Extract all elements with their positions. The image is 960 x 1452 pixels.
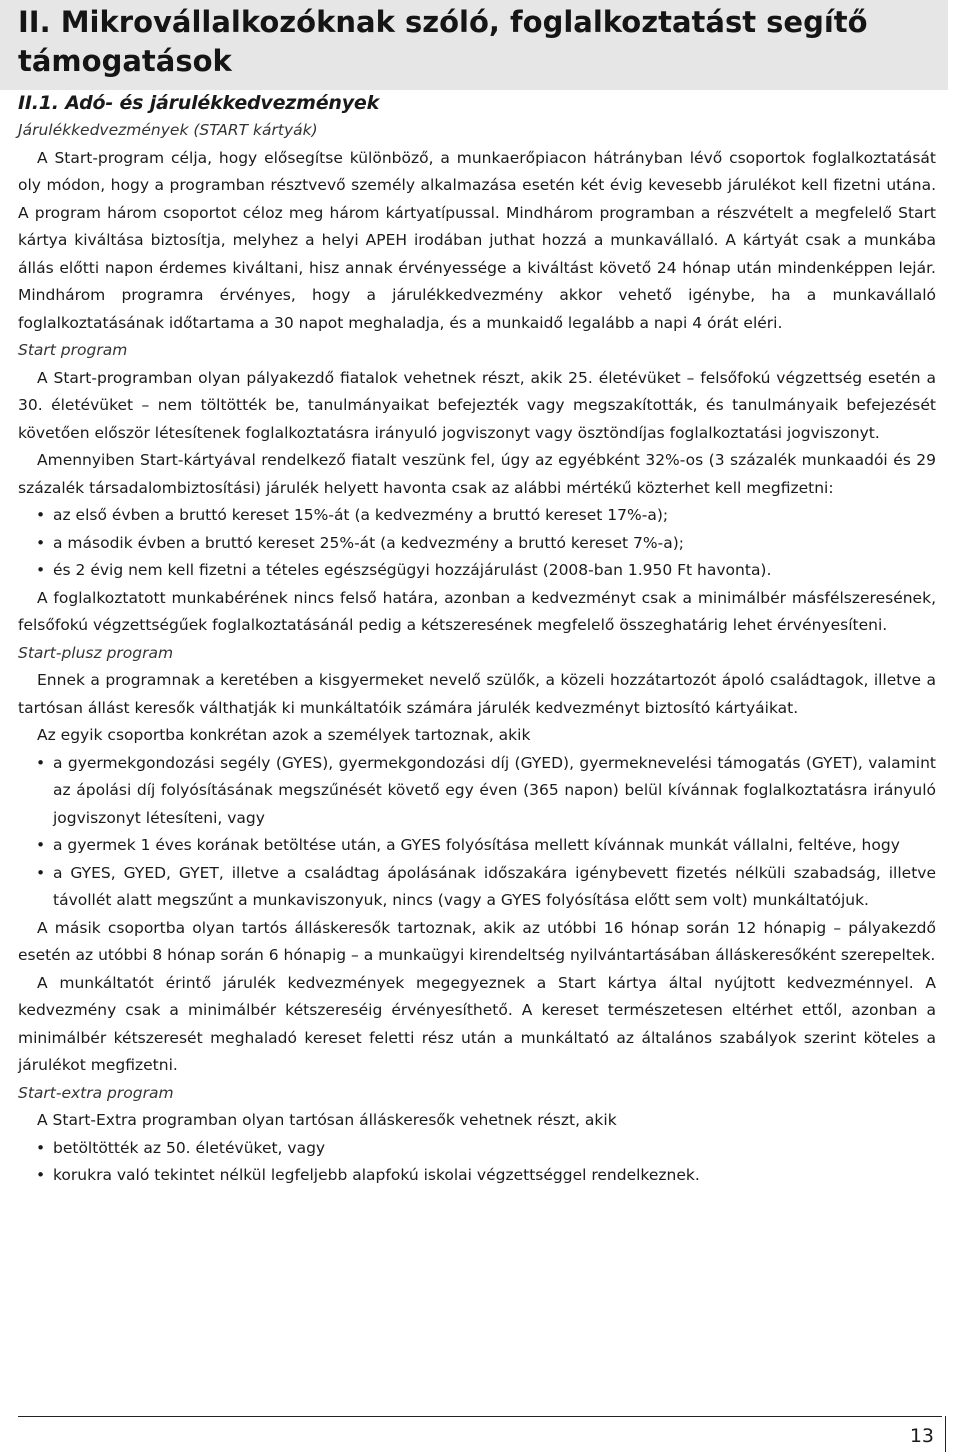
plusz-paragraph-4: A munkáltatót érintő járulék kedvezmények megegyeznek a Start kártya által nyújtott kedvezménnyel. A kedvezmény csak a minimálbér kétszereséig érvényesíthető. A kereset természetesen eltérhet ettől, azonban a minimálbér kétszeresét meghaladó kereset feletti rész után a munkáltató az általános szabályok szerint köteles a járulékot megfizetni. xyxy=(18,973,936,1074)
plusz-paragraph-1: Ennek a programnak a keretében a kisgyermeket nevelő szülők, a közeli hozzátartozót ápoló családtagok, illetve a tartósan állást keresők válthatják ki munkáltatóik számára járulék kedvezményt biztosító kártyáikat. xyxy=(18,671,936,717)
list-item: • a gyermek 1 éves korának betöltése után, a GYES folyósítása mellett kívánnak munkát vállalni, feltéve, hogy xyxy=(18,832,936,860)
bullet-icon: • xyxy=(36,1166,46,1184)
bullet-icon: • xyxy=(36,561,46,579)
list-item: • a GYES, GYED, GYET, illetve a családtag ápolásának időszakára igénybevett fizetés nélküli szabadság, illetve távollét alatt megszűnt a munkaviszonyuk, nincs (vagy a GYES folyósítása előtt sem volt) munkáltatójuk. xyxy=(18,860,936,915)
list-item: • az első évben a bruttó kereset 15%-át (a kedvezmény a bruttó kereset 17%-a); xyxy=(18,502,936,530)
footer-corner-line xyxy=(945,1416,946,1452)
bullet-icon: • xyxy=(36,753,46,772)
page-number: 13 xyxy=(909,1425,934,1447)
start-program-heading: Start program xyxy=(18,341,128,359)
section-title: II.1. Adó- és járulékkedvezmények xyxy=(18,92,380,114)
start-paragraph-2: Amennyiben Start-kártyával rendelkező fiatalt veszünk fel, úgy az egyébként 32%-os (3 százalék munkaadói és 29 százalék társadalombiztosítási) járulék helyett havonta csak az alábbi mértékű közterhet kell megfizetni: xyxy=(18,451,936,497)
start-paragraph-3: A foglalkoztatott munkabérének nincs felső határa, azonban a kedvezményt csak a minimálbér másfélszeresének, felsőfokú végzettségűek foglalkoztatásánál pedig a kétszeresének megfelelő összeghatárig lehet érvényesíteni. xyxy=(18,588,936,634)
intro-paragraph: A Start-program célja, hogy elősegítse különböző, a munkaerőpiacon hátrányban lévő csoportok foglalkoztatását oly módon, hogy a programban résztvevő személy alkalmazása esetén két évig kevesebb járulékot kell fizetni utána. A program három csoportot céloz meg három kártyatípussal. Mindhárom programban a részvételt a megfelelő Start kártya kiváltása biztosítja, melyhez a helyi APEH irodában juthat hozzá a munkavállaló. A kártyát csak a munkába állás előtti napon érdemes kiváltani, hisz annak érvényessége a kiváltást követő 24 hónap után mindenképpen lejár. Mindhárom programra érvényes, hogy a járulékkedvezmény akkor vehető igénybe, ha a munkavállaló foglalkoztatásának időtartama a 30 napot meghaladja, és a munkaidő legalább a napi 4 órát eléri. xyxy=(18,148,936,332)
list-item: • betöltötték az 50. életévüket, vagy xyxy=(18,1135,936,1163)
bullet-icon: • xyxy=(36,1138,46,1157)
plusz-paragraph-2: Az egyik csoportba konkrétan azok a személyek tartoznak, akik xyxy=(37,726,531,744)
bullet-icon: • xyxy=(36,836,46,854)
list-item: • a második évben a bruttó kereset 25%-át (a kedvezmény a bruttó kereset 7%-a); xyxy=(18,530,936,558)
start-contribution-list xyxy=(18,502,936,585)
page-body xyxy=(18,89,936,1190)
start-paragraph-1: A Start-programban olyan pályakezdő fiatalok vehetnek részt, akik 25. életévüket – felsőfokú végzettség esetén a 30. életévüket – nem töltötték be, tanulmányaikat befejezték vagy megszakították, és tanulmányaik befejezését követően először létesítenek foglalkoztatásra irányuló jogviszonyt vagy ösztöndíjas foglalkoztatási jogviszonyt. xyxy=(18,368,936,442)
start-plusz-heading: Start-plusz program xyxy=(18,643,174,662)
chapter-title: II. Mikrovállalkozóknak szóló, foglalkoztatást segítő támogatások xyxy=(18,5,868,78)
list-item: • és 2 évig nem kell fizetni a tételes egészségügyi hozzájárulást (2008-ban 1.950 Ft havonta). xyxy=(18,557,936,585)
extra-eligibility-list xyxy=(18,1135,936,1190)
bullet-icon: • xyxy=(36,533,46,552)
bullet-icon: • xyxy=(36,863,46,882)
extra-paragraph-1: A Start-Extra programban olyan tartósan álláskeresők vehetnek részt, akik xyxy=(37,1111,617,1129)
list-item: • korukra való tekintet nélkül legfeljebb alapfokú iskolai végzettséggel rendelkeznek. xyxy=(18,1162,936,1190)
start-extra-heading: Start-extra program xyxy=(18,1083,174,1102)
footer-divider xyxy=(18,1416,942,1417)
plusz-paragraph-3: A másik csoportba olyan tartós álláskeresők tartoznak, akik az utóbbi 16 hónap során 12 hónapig – pályakezdő esetén az utóbbi 8 hónap során 6 hónapig – a munkaügyi kirendeltség nyilvántartásában álláskeresőként szerepeltek. xyxy=(18,918,936,964)
list-item: • a gyermekgondozási segély (GYES), gyermekgondozási díj (GYED), gyermeknevelési támogatás (GYET), valamint az ápolási díj folyósításának megszűnését követő egy éven (365 napon) belül kívánnak foglalkoztatásra irányuló jogviszonyt létesíteni, vagy xyxy=(18,750,936,833)
bullet-icon: • xyxy=(36,506,46,524)
subsection-title: Járulékkedvezmények (START kártyák) xyxy=(18,121,318,139)
plusz-group-list xyxy=(18,750,936,915)
